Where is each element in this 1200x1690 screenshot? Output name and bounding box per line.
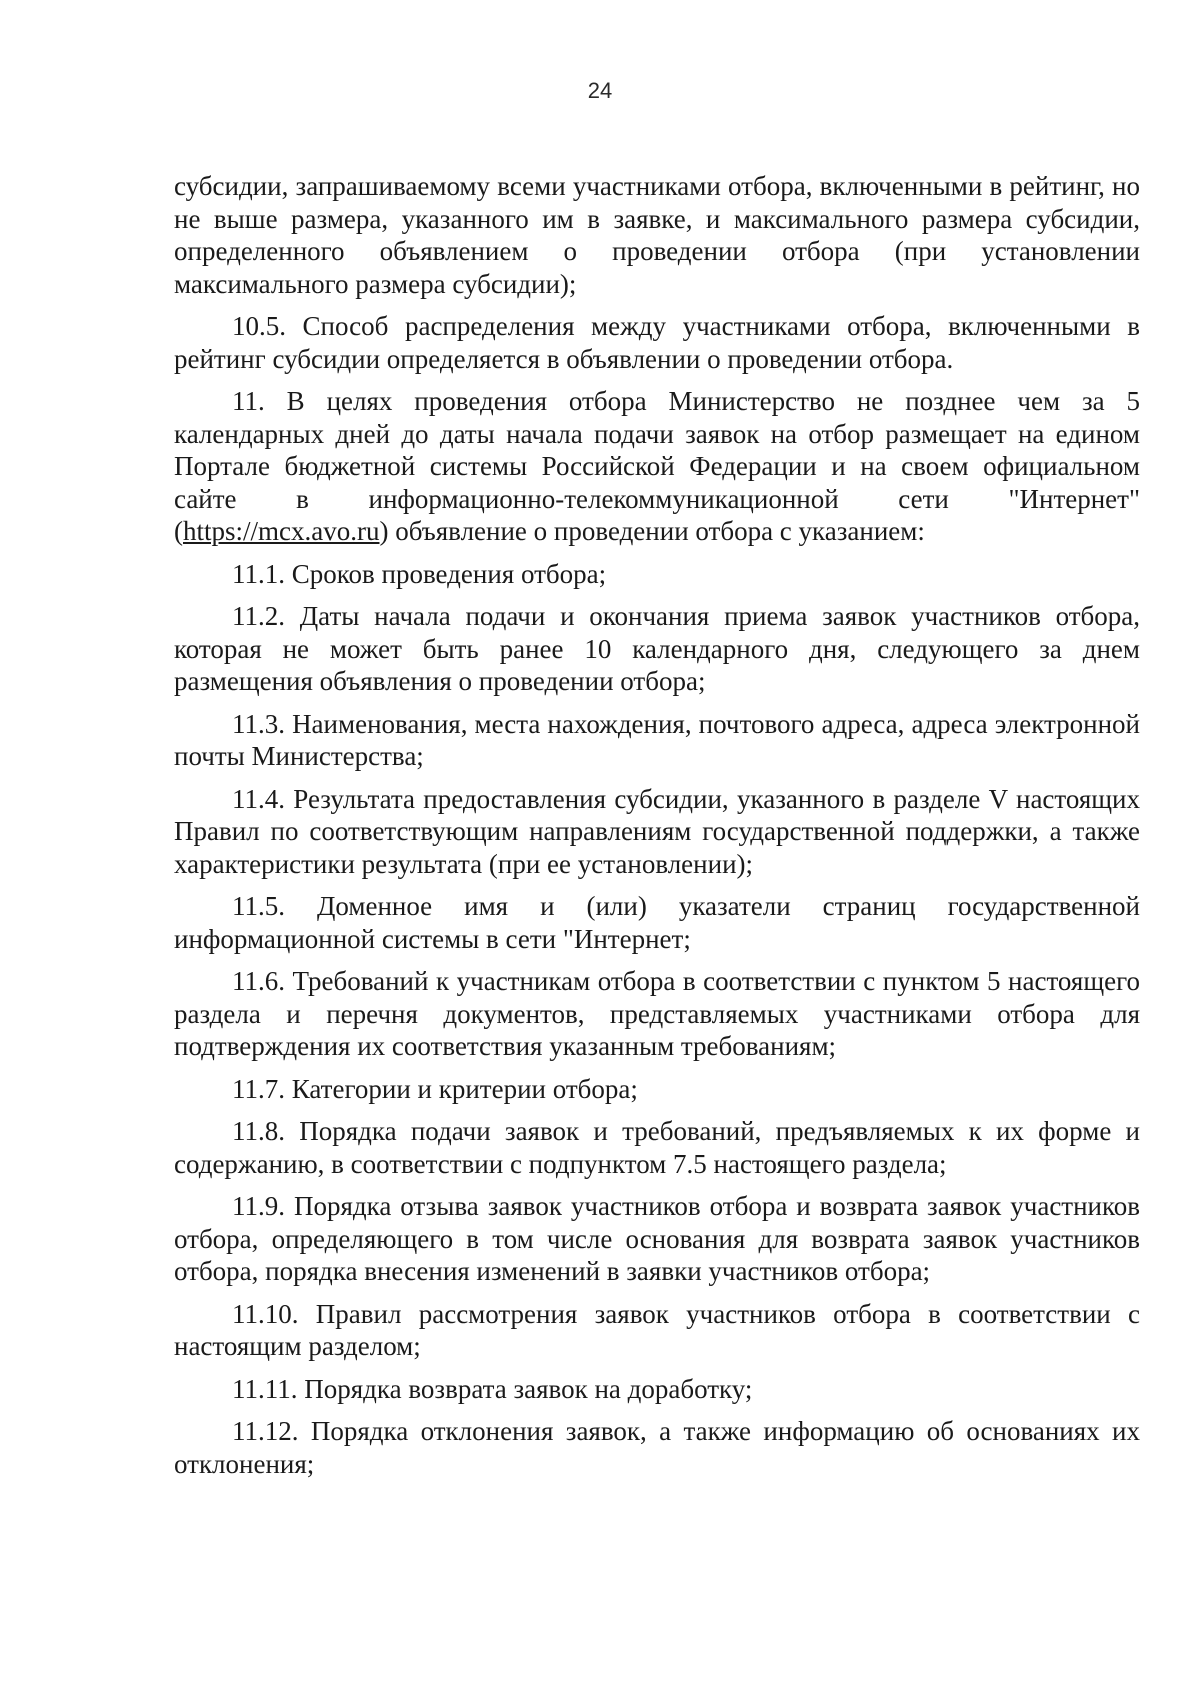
paragraph-11-3: 11.3. Наименования, места нахождения, почтового адреса, адреса электронной почты Министерства; <box>174 708 1140 771</box>
paragraph-continuation: субсидии, запрашиваемому всеми участниками отбора, включенными в рейтинг, но не выше размера, указанного им в заявке, и максимального размера субсидии, определенного объявлением о проведении отбора (при установлении максимального размера субсидии); <box>174 171 1140 299</box>
paragraph-11-5: 11.5. Доменное имя и (или) указатели страниц государственной информационной системы в сети "Интернет; <box>174 891 1140 954</box>
paragraph-11-6: 11.6. Требований к участникам отбора в соответствии с пунктом 5 настоящего раздела и перечня документов, представляемых участниками отбора для подтверждения их соответствия указанным требованиям; <box>174 966 1140 1061</box>
paragraph-11-10: 11.10. Правил рассмотрения заявок участников отбора в соответствии с настоящим разделом; <box>174 1298 1140 1361</box>
paragraph-11-9: 11.9. Порядка отзыва заявок участников отбора и возврата заявок участников отбора, определяющего в том числе основания для возврата заявок участников отбора, порядка внесения изменений в заявки участников отбора; <box>174 1191 1140 1286</box>
paragraph-11-8: 11.8. Порядка подачи заявок и требований, предъявляемых к их форме и содержанию, в соответствии с подпунктом 7.5 настоящего раздела; <box>174 1116 1140 1179</box>
document-body <box>174 170 1140 1490</box>
paragraph-11-1: 11.1. Сроков проведения отбора; <box>232 558 607 589</box>
ministry-website-link[interactable]: https://mcx.avo.ru <box>183 516 380 546</box>
paragraph-11-text-after-link: ) объявление о проведении отбора с указанием: <box>379 516 925 546</box>
paragraph-11-4: 11.4. Результата предоставления субсидии, указанного в разделе V настоящих Правил по соответствующим направлениям государственной поддержки, а также характеристики результата (при ее установлении); <box>174 783 1140 879</box>
paragraph-11-11: 11.11. Порядка возврата заявок на доработку; <box>232 1373 753 1404</box>
page-number: 24 <box>587 78 613 103</box>
paragraph-11-2: 11.2. Даты начала подачи и окончания приема заявок участников отбора, которая не может быть ранее 10 календарного дня, следующего за днем размещения объявления о проведении отбора; <box>174 601 1140 696</box>
paragraph-11 <box>174 385 1140 548</box>
paragraph-11-12: 11.12. Порядка отклонения заявок, а также информацию об основаниях их отклонения; <box>174 1416 1140 1479</box>
paragraph-11-7: 11.7. Категории и критерии отбора; <box>232 1073 638 1104</box>
paragraph-10-5: 10.5. Способ распределения между участниками отбора, включенными в рейтинг субсидии определяется в объявлении о проведении отбора. <box>174 311 1140 374</box>
paragraph-11-text-before-link: 11. В целях проведения отбора Министерство не позднее чем за 5 календарных дней до даты начала подачи заявок на отбор размещает на едином Портале бюджетной системы Российской Федерации и на своем официальном сайте в информационно-телекоммуникационной сети "Интернет" ( <box>174 386 1140 546</box>
